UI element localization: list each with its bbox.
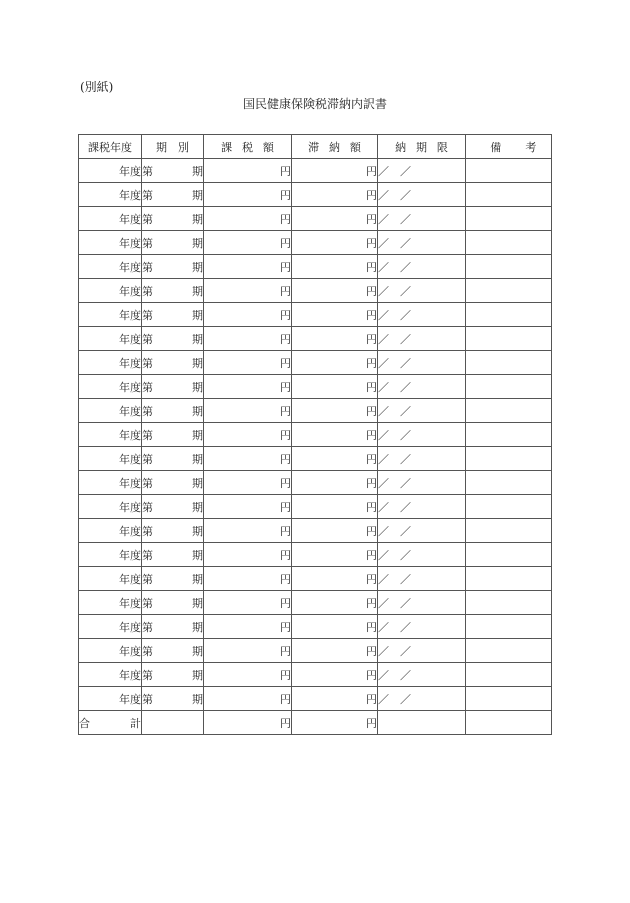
table-row: [79, 183, 552, 207]
remarks-cell: [466, 591, 552, 615]
period-prefix: 第: [142, 332, 171, 346]
remarks-cell: [466, 279, 552, 303]
deadline-cell: ／ ／: [378, 663, 466, 687]
delinquent-amount-cell: 円: [292, 279, 378, 303]
period-cell: [142, 687, 204, 711]
remarks-cell: [466, 663, 552, 687]
delinquent-amount-cell: 円: [292, 303, 378, 327]
tax-amount-cell: 円: [204, 279, 292, 303]
remarks-cell: [466, 327, 552, 351]
deadline-cell: ／ ／: [378, 375, 466, 399]
table-row: [79, 231, 552, 255]
period-suffix: 期: [192, 548, 203, 562]
period-prefix: 第: [142, 620, 171, 634]
deadline-cell: ／ ／: [378, 327, 466, 351]
tax-amount-cell: 円: [204, 423, 292, 447]
deadline-cell: ／ ／: [378, 591, 466, 615]
fiscal-year-cell: 年度: [79, 399, 142, 423]
deadline-cell: ／ ／: [378, 183, 466, 207]
remarks-cell: [466, 687, 552, 711]
period-suffix: 期: [192, 572, 203, 586]
remarks-cell: [466, 231, 552, 255]
period-suffix: 期: [192, 164, 203, 178]
period-prefix: 第: [142, 596, 171, 610]
tax-amount-cell: 円: [204, 399, 292, 423]
table-row: [79, 495, 552, 519]
table-row: [79, 375, 552, 399]
period-prefix: 第: [142, 428, 171, 442]
total-period-cell: [142, 711, 204, 735]
period-cell: [142, 519, 204, 543]
period-cell: [142, 543, 204, 567]
period-suffix: 期: [192, 332, 203, 346]
document-title: 国民健康保険税滞納内訳書: [242, 97, 387, 111]
period-prefix: 第: [142, 308, 171, 322]
deadline-cell: ／ ／: [378, 255, 466, 279]
tax-amount-cell: 円: [204, 375, 292, 399]
table-row: [79, 663, 552, 687]
fiscal-year-cell: 年度: [79, 687, 142, 711]
total-deadline-cell: [378, 711, 466, 735]
table-row: [79, 423, 552, 447]
table-row: [79, 279, 552, 303]
fiscal-year-cell: 年度: [79, 423, 142, 447]
delinquent-amount-cell: 円: [292, 615, 378, 639]
tax-amount-cell: 円: [204, 543, 292, 567]
fiscal-year-cell: 年度: [79, 591, 142, 615]
table-row: [79, 303, 552, 327]
fiscal-year-cell: 年度: [79, 327, 142, 351]
period-cell: [142, 567, 204, 591]
period-suffix: 期: [192, 260, 203, 274]
tax-amount-cell: 円: [204, 327, 292, 351]
remarks-cell: [466, 207, 552, 231]
delinquent-amount-cell: 円: [292, 375, 378, 399]
delinquent-amount-cell: 円: [292, 159, 378, 183]
period-suffix: 期: [192, 596, 203, 610]
period-cell: [142, 375, 204, 399]
tax-amount-cell: 円: [204, 303, 292, 327]
delinquent-amount-cell: 円: [292, 639, 378, 663]
period-prefix: 第: [142, 356, 171, 370]
period-suffix: 期: [192, 692, 203, 706]
deadline-cell: ／ ／: [378, 207, 466, 231]
delinquent-amount-cell: 円: [292, 327, 378, 351]
table-row: [79, 399, 552, 423]
period-suffix: 期: [192, 308, 203, 322]
period-cell: [142, 255, 204, 279]
tax-amount-cell: 円: [204, 159, 292, 183]
period-suffix: 期: [192, 452, 203, 466]
delinquent-amount-cell: 円: [292, 399, 378, 423]
tax-amount-cell: 円: [204, 183, 292, 207]
fiscal-year-cell: 年度: [79, 183, 142, 207]
period-prefix: 第: [142, 164, 171, 178]
total-tax-amount: 円: [204, 711, 292, 735]
tax-amount-cell: 円: [204, 591, 292, 615]
table-row: [79, 255, 552, 279]
period-cell: [142, 207, 204, 231]
delinquent-amount-cell: 円: [292, 231, 378, 255]
tax-amount-cell: 円: [204, 447, 292, 471]
delinquent-amount-cell: 円: [292, 471, 378, 495]
delinquent-amount-cell: 円: [292, 207, 378, 231]
deadline-cell: ／ ／: [378, 279, 466, 303]
period-suffix: 期: [192, 428, 203, 442]
deadline-cell: ／ ／: [378, 495, 466, 519]
period-prefix: 第: [142, 644, 171, 658]
table-row: [79, 207, 552, 231]
remarks-cell: [466, 351, 552, 375]
table-row: [79, 687, 552, 711]
total-remarks-cell: [466, 711, 552, 735]
deadline-cell: ／ ／: [378, 543, 466, 567]
period-prefix: 第: [142, 284, 171, 298]
tax-amount-cell: 円: [204, 567, 292, 591]
period-suffix: 期: [192, 500, 203, 514]
delinquent-amount-cell: 円: [292, 519, 378, 543]
remarks-cell: [466, 399, 552, 423]
period-cell: [142, 303, 204, 327]
delinquent-amount-cell: 円: [292, 687, 378, 711]
table-row: [79, 447, 552, 471]
remarks-cell: [466, 255, 552, 279]
period-suffix: 期: [192, 404, 203, 418]
period-prefix: 第: [142, 452, 171, 466]
period-cell: [142, 447, 204, 471]
remarks-cell: [466, 447, 552, 471]
delinquent-amount-cell: 円: [292, 663, 378, 687]
fiscal-year-cell: 年度: [79, 543, 142, 567]
tax-amount-cell: 円: [204, 495, 292, 519]
fiscal-year-cell: 年度: [79, 567, 142, 591]
table-row: [79, 351, 552, 375]
attachment-note: (別紙): [80, 80, 114, 94]
deadline-cell: ／ ／: [378, 231, 466, 255]
fiscal-year-cell: 年度: [79, 495, 142, 519]
deadline-cell: ／ ／: [378, 447, 466, 471]
period-cell: [142, 327, 204, 351]
deadline-cell: ／ ／: [378, 159, 466, 183]
period-suffix: 期: [192, 476, 203, 490]
period-prefix: 第: [142, 404, 171, 418]
period-prefix: 第: [142, 668, 171, 682]
period-prefix: 第: [142, 548, 171, 562]
fiscal-year-cell: 年度: [79, 255, 142, 279]
remarks-cell: [466, 495, 552, 519]
delinquent-amount-cell: 円: [292, 591, 378, 615]
table-row: [79, 519, 552, 543]
remarks-cell: [466, 423, 552, 447]
period-cell: [142, 591, 204, 615]
remarks-cell: [466, 543, 552, 567]
table-row: [79, 567, 552, 591]
table-row: [79, 615, 552, 639]
period-prefix: 第: [142, 260, 171, 274]
delinquent-amount-cell: 円: [292, 567, 378, 591]
tax-amount-cell: 円: [204, 663, 292, 687]
period-prefix: 第: [142, 236, 171, 250]
delinquent-amount-cell: 円: [292, 495, 378, 519]
period-cell: [142, 279, 204, 303]
period-prefix: 第: [142, 500, 171, 514]
period-cell: [142, 183, 204, 207]
deadline-cell: ／ ／: [378, 351, 466, 375]
fiscal-year-cell: 年度: [79, 303, 142, 327]
remarks-cell: [466, 303, 552, 327]
period-suffix: 期: [192, 668, 203, 682]
tax-amount-cell: 円: [204, 255, 292, 279]
total-label: 合計: [79, 711, 142, 735]
fiscal-year-cell: 年度: [79, 471, 142, 495]
remarks-cell: [466, 567, 552, 591]
period-cell: [142, 423, 204, 447]
period-prefix: 第: [142, 476, 171, 490]
period-cell: [142, 231, 204, 255]
fiscal-year-cell: 年度: [79, 663, 142, 687]
period-prefix: 第: [142, 188, 171, 202]
fiscal-year-cell: 年度: [79, 207, 142, 231]
header-fiscal-year: 課税年度: [79, 135, 142, 159]
period-cell: [142, 351, 204, 375]
remarks-cell: [466, 471, 552, 495]
fiscal-year-cell: 年度: [79, 279, 142, 303]
table-row: [79, 591, 552, 615]
delinquent-amount-cell: 円: [292, 183, 378, 207]
deadline-cell: ／ ／: [378, 303, 466, 327]
deadline-cell: ／ ／: [378, 639, 466, 663]
table-row: [79, 327, 552, 351]
table-row: [79, 471, 552, 495]
period-prefix: 第: [142, 524, 171, 538]
period-cell: [142, 615, 204, 639]
period-prefix: 第: [142, 692, 171, 706]
fiscal-year-cell: 年度: [79, 159, 142, 183]
tax-amount-cell: 円: [204, 687, 292, 711]
delinquent-amount-cell: 円: [292, 255, 378, 279]
header-deadline: 納期限: [378, 135, 466, 159]
table-row: [79, 639, 552, 663]
total-row: [79, 711, 552, 735]
delinquent-amount-cell: 円: [292, 447, 378, 471]
fiscal-year-cell: 年度: [79, 375, 142, 399]
deadline-cell: ／ ／: [378, 567, 466, 591]
remarks-cell: [466, 615, 552, 639]
remarks-cell: [466, 159, 552, 183]
period-suffix: 期: [192, 236, 203, 250]
period-cell: [142, 639, 204, 663]
period-suffix: 期: [192, 620, 203, 634]
deadline-cell: ／ ／: [378, 687, 466, 711]
remarks-cell: [466, 519, 552, 543]
table-row: [79, 543, 552, 567]
fiscal-year-cell: 年度: [79, 447, 142, 471]
delinquent-amount-cell: 円: [292, 351, 378, 375]
period-prefix: 第: [142, 212, 171, 226]
tax-amount-cell: 円: [204, 351, 292, 375]
remarks-cell: [466, 183, 552, 207]
deadline-cell: ／ ／: [378, 399, 466, 423]
header-period: 期 別: [142, 135, 204, 159]
fiscal-year-cell: 年度: [79, 615, 142, 639]
period-suffix: 期: [192, 380, 203, 394]
period-cell: [142, 159, 204, 183]
fiscal-year-cell: 年度: [79, 639, 142, 663]
remarks-cell: [466, 639, 552, 663]
table-header-row: [79, 135, 552, 159]
fiscal-year-cell: 年度: [79, 351, 142, 375]
period-prefix: 第: [142, 380, 171, 394]
period-suffix: 期: [192, 356, 203, 370]
period-prefix: 第: [142, 572, 171, 586]
tax-amount-cell: 円: [204, 231, 292, 255]
period-cell: [142, 495, 204, 519]
period-suffix: 期: [192, 188, 203, 202]
deadline-cell: ／ ／: [378, 423, 466, 447]
period-cell: [142, 663, 204, 687]
tax-amount-cell: 円: [204, 519, 292, 543]
tax-amount-cell: 円: [204, 207, 292, 231]
table-row: [79, 159, 552, 183]
remarks-cell: [466, 375, 552, 399]
header-remarks: 備考: [466, 135, 552, 159]
period-suffix: 期: [192, 524, 203, 538]
delinquent-amount-cell: 円: [292, 423, 378, 447]
fiscal-year-cell: 年度: [79, 519, 142, 543]
tax-amount-cell: 円: [204, 471, 292, 495]
period-cell: [142, 399, 204, 423]
tax-amount-cell: 円: [204, 639, 292, 663]
header-delinquent-amount: 滞納額: [292, 135, 378, 159]
period-suffix: 期: [192, 284, 203, 298]
deadline-cell: ／ ／: [378, 615, 466, 639]
period-suffix: 期: [192, 644, 203, 658]
delinquency-table: [78, 134, 561, 735]
header-tax-amount: 課税額: [204, 135, 292, 159]
period-suffix: 期: [192, 212, 203, 226]
table-body: [79, 159, 552, 711]
period-cell: [142, 471, 204, 495]
deadline-cell: ／ ／: [378, 471, 466, 495]
delinquent-amount-cell: 円: [292, 543, 378, 567]
tax-amount-cell: 円: [204, 615, 292, 639]
fiscal-year-cell: 年度: [79, 231, 142, 255]
total-delinquent-amount: 円: [292, 711, 378, 735]
deadline-cell: ／ ／: [378, 519, 466, 543]
